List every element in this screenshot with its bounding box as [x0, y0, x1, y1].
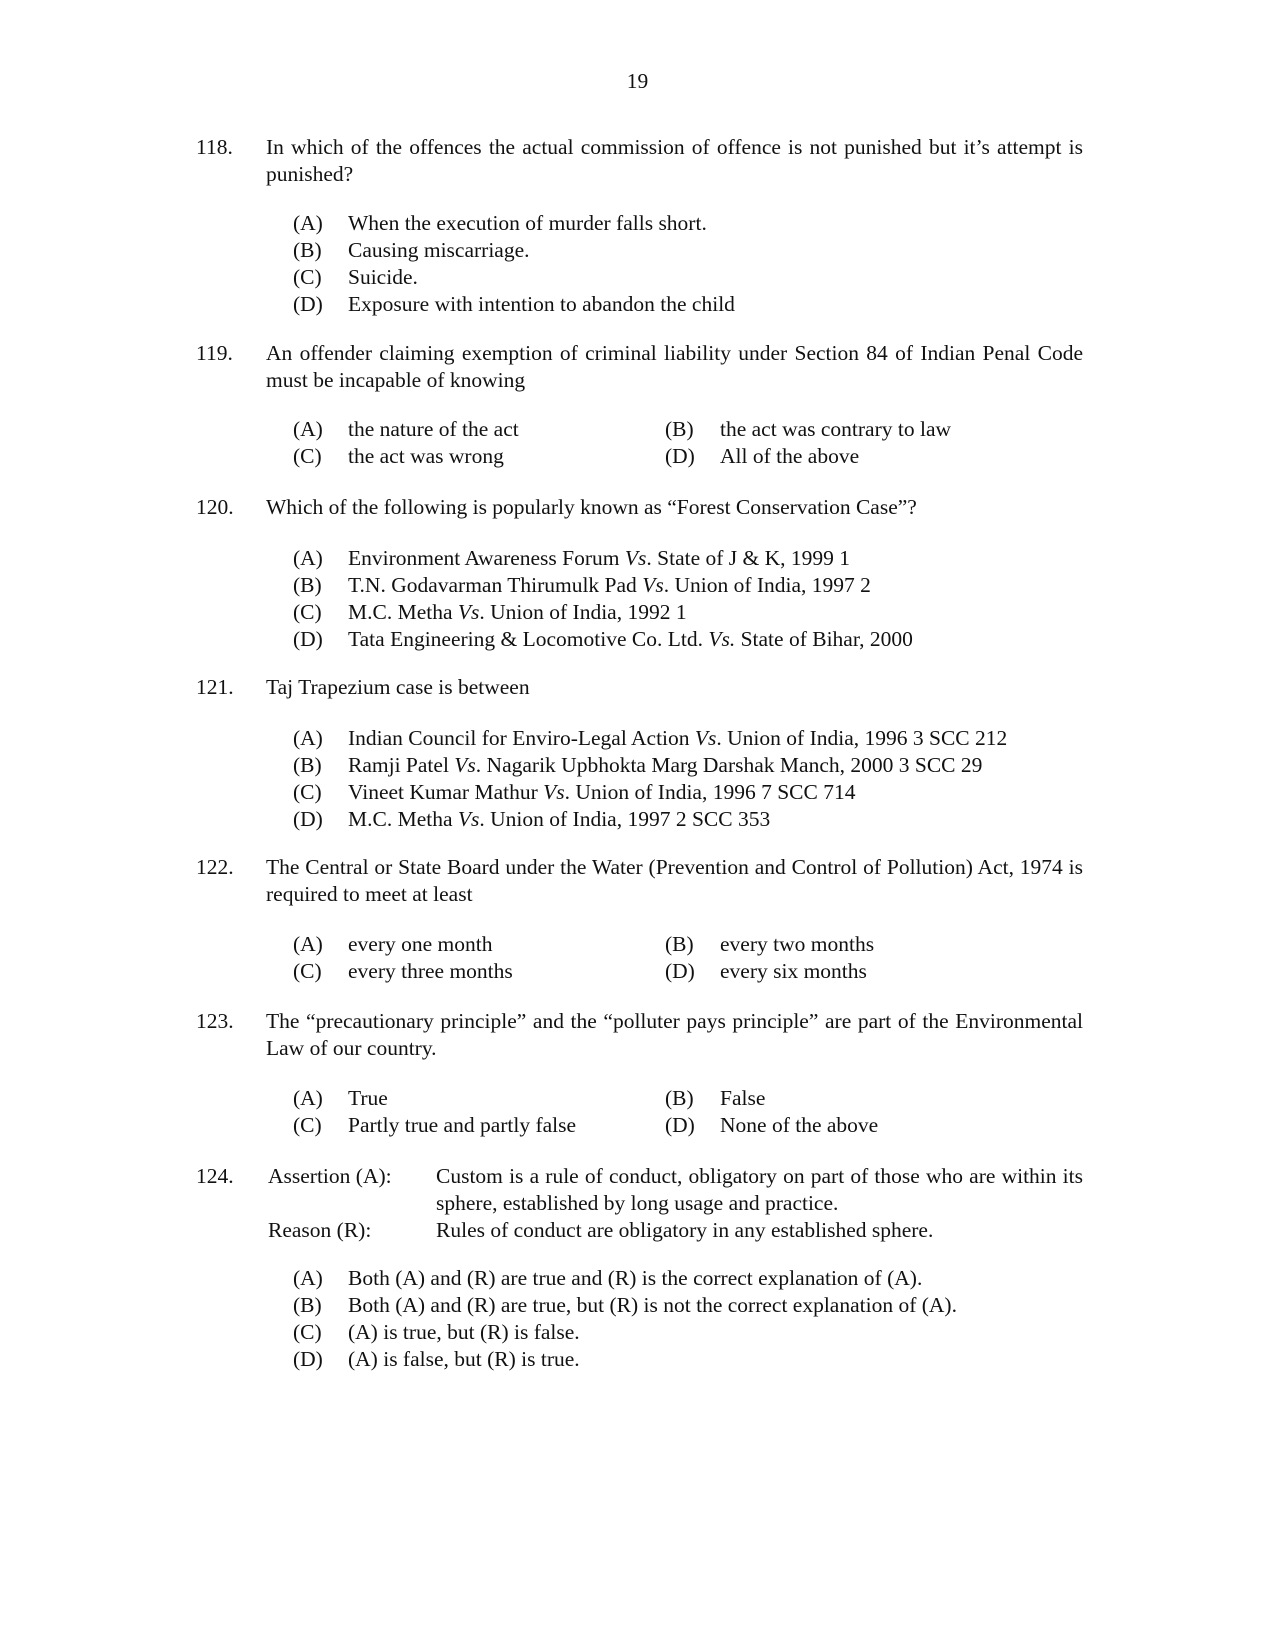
option-d: (D) Tata Engineering & Locomotive Co. Ltd. Vs. State of Bihar, 2000	[293, 627, 913, 651]
options-124	[293, 1265, 1083, 1373]
question-120	[196, 494, 1083, 521]
assertion-text: Custom is a rule of conduct, obligatory on part of those who are within its sphere, established by long usage and practice.	[436, 1164, 1083, 1215]
option-c: (C) M.C. Metha Vs. Union of India, 1992 1	[293, 600, 687, 624]
options-120	[293, 545, 1083, 653]
assertion-row	[196, 1163, 1083, 1217]
options-122	[293, 931, 1083, 985]
option-a: (A) the nature of the act	[293, 417, 519, 441]
option-d: (D) None of the above	[665, 1113, 879, 1137]
question-121	[196, 674, 1083, 701]
option-d: (D) All of the above	[665, 444, 860, 468]
option-d: (D) every six months	[665, 959, 867, 983]
option-c: (C) Vineet Kumar Mathur Vs. Union of India, 1996 7 SCC 714	[293, 780, 856, 804]
question-number: 120.	[196, 495, 234, 519]
option-b: (B) Causing miscarriage.	[293, 238, 530, 262]
option-a: (A) Environment Awareness Forum Vs. State of J & K, 1999 1	[293, 546, 851, 570]
question-124	[196, 1163, 1083, 1244]
assertion-label: Assertion (A):	[268, 1164, 392, 1188]
question-118	[196, 134, 1083, 188]
question-text: The “precautionary principle” and the “polluter pays principle” are part of the Environmental Law of our country.	[266, 1009, 1083, 1060]
question-text: The Central or State Board under the Water (Prevention and Control of Pollution) Act, 1974 is required to meet at least	[266, 855, 1083, 906]
question-119	[196, 340, 1083, 394]
option-a: (A) Both (A) and (R) are true and (R) is the correct explanation of (A).	[293, 1266, 923, 1290]
options-123	[293, 1085, 1083, 1139]
option-d: (D) Exposure with intention to abandon the child	[293, 292, 735, 316]
question-number: 119.	[196, 341, 233, 365]
option-b: (B) Ramji Patel Vs. Nagarik Upbhokta Marg Darshak Manch, 2000 3 SCC 29	[293, 753, 983, 777]
option-b: (B) every two months	[665, 932, 875, 956]
question-number: 122.	[196, 855, 234, 879]
reason-row	[196, 1217, 1083, 1244]
question-number: 118.	[196, 135, 233, 159]
question-122	[196, 854, 1083, 908]
option-a: (A) When the execution of murder falls short.	[293, 211, 707, 235]
question-number: 121.	[196, 675, 234, 699]
question-number: 124.	[196, 1164, 234, 1188]
reason-text: Rules of conduct are obligatory in any established sphere.	[436, 1218, 934, 1242]
options-118	[293, 210, 1083, 318]
option-b: (B) False	[665, 1086, 766, 1110]
option-c: (C) the act was wrong	[293, 444, 504, 468]
option-d: (D) (A) is false, but (R) is true.	[293, 1347, 580, 1371]
option-a: (A) Indian Council for Enviro-Legal Action Vs. Union of India, 1996 3 SCC 212	[293, 726, 1008, 750]
option-b: (B) the act was contrary to law	[665, 417, 952, 441]
options-119	[293, 416, 1083, 470]
reason-label: Reason (R):	[268, 1218, 372, 1242]
question-text: In which of the offences the actual commission of offence is not punished but it’s attempt is punished?	[266, 135, 1083, 186]
options-121	[293, 725, 1083, 833]
option-b: (B) Both (A) and (R) are true, but (R) is not the correct explanation of (A).	[293, 1293, 957, 1317]
option-b: (B) T.N. Godavarman Thirumulk Pad Vs. Union of India, 1997 2	[293, 573, 871, 597]
option-c: (C) Partly true and partly false	[293, 1113, 577, 1137]
question-number: 123.	[196, 1009, 234, 1033]
question-text: An offender claiming exemption of criminal liability under Section 84 of Indian Penal Code must be incapable of knowing	[266, 341, 1083, 392]
option-a: (A) True	[293, 1086, 388, 1110]
option-c: (C) every three months	[293, 959, 513, 983]
question-text: Taj Trapezium case is between	[266, 675, 530, 699]
page-number: 19	[626, 69, 649, 93]
option-a: (A) every one month	[293, 932, 493, 956]
option-c: (C) Suicide.	[293, 265, 418, 289]
question-123	[196, 1008, 1083, 1062]
option-d: (D) M.C. Metha Vs. Union of India, 1997 2 SCC 353	[293, 807, 771, 831]
option-c: (C) (A) is true, but (R) is false.	[293, 1320, 580, 1344]
question-text: Which of the following is popularly known as “Forest Conservation Case”?	[266, 495, 917, 519]
